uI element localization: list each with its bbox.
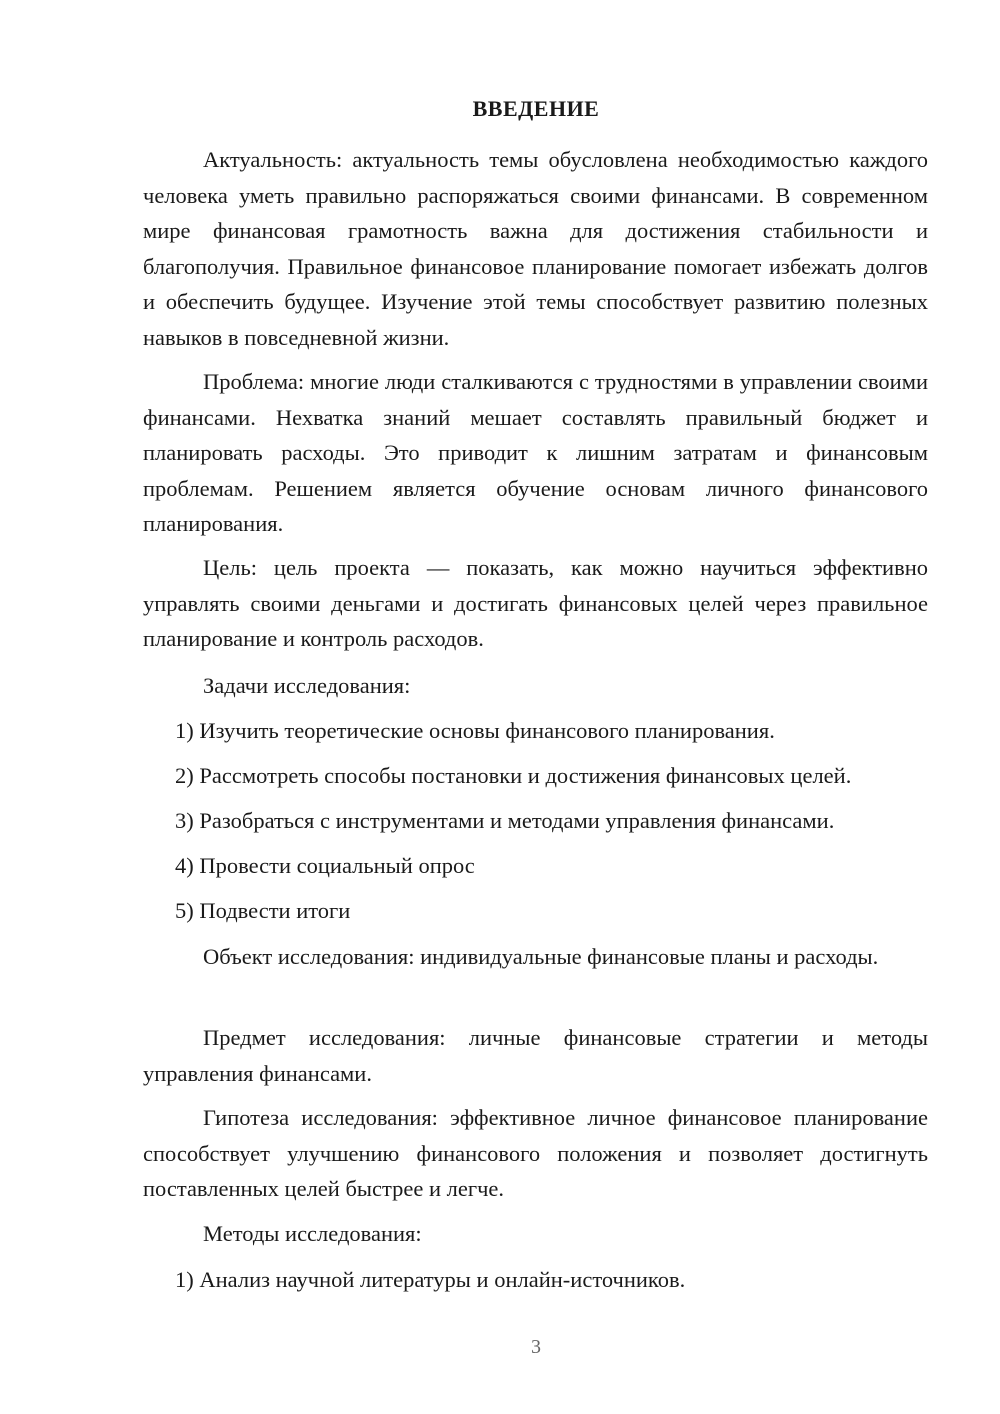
task-item: 5) Подвести итоги <box>175 898 351 923</box>
subject-paragraph: Предмет исследования: личные финансовые стратегии и методы управления финансами. <box>143 1025 928 1086</box>
task-item: 2) Рассмотреть способы постановки и достижения финансовых целей. <box>175 763 852 788</box>
methods-heading: Методы исследования: <box>203 1221 422 1246</box>
page-title: ВВЕДЕНИЕ <box>472 96 600 121</box>
tasks-heading: Задачи исследования: <box>203 673 411 698</box>
hypothesis-paragraph: Гипотеза исследования: эффективное личное финансовое планирование способствует улучшению финансового положения и позволяет достигнуть поставленных целей быстрее и легче. <box>143 1105 928 1201</box>
task-item: 3) Разобраться с инструментами и методами управления финансами. <box>175 808 835 833</box>
problem-paragraph: Проблема: многие люди сталкиваются с трудностями в управлении своими финансами. Нехватка знаний мешает составлять правильный бюджет и планировать расходы. Это приводит к лишним затратам и финансовым проблемам. Решением является обучение основам личного финансового планирования. <box>143 369 928 536</box>
task-item: 4) Провести социальный опрос <box>175 853 475 878</box>
task-item: 1) Изучить теоретические основы финансового планирования. <box>175 718 775 743</box>
relevance-paragraph: Актуальность: актуальность темы обусловлена необходимостью каждого человека уметь правильно распоряжаться своими финансами. В современном мире финансовая грамотность важна для достижения стабильности и благополучия. Правильное финансовое планирование помогает избежать долгов и обеспечить будущее. Изучение этой темы способствует развитию полезных навыков в повседневной жизни. <box>143 147 928 350</box>
object-paragraph: Объект исследования: индивидуальные финансовые планы и расходы. <box>203 944 879 969</box>
method-item: 1) Анализ научной литературы и онлайн-источников. <box>175 1267 686 1292</box>
page-number: 3 <box>531 1336 541 1358</box>
goal-paragraph: Цель: цель проекта — показать, как можно научиться эффективно управлять своими деньгами и достигать финансовых целей через правильное планирование и контроль расходов. <box>143 555 928 651</box>
